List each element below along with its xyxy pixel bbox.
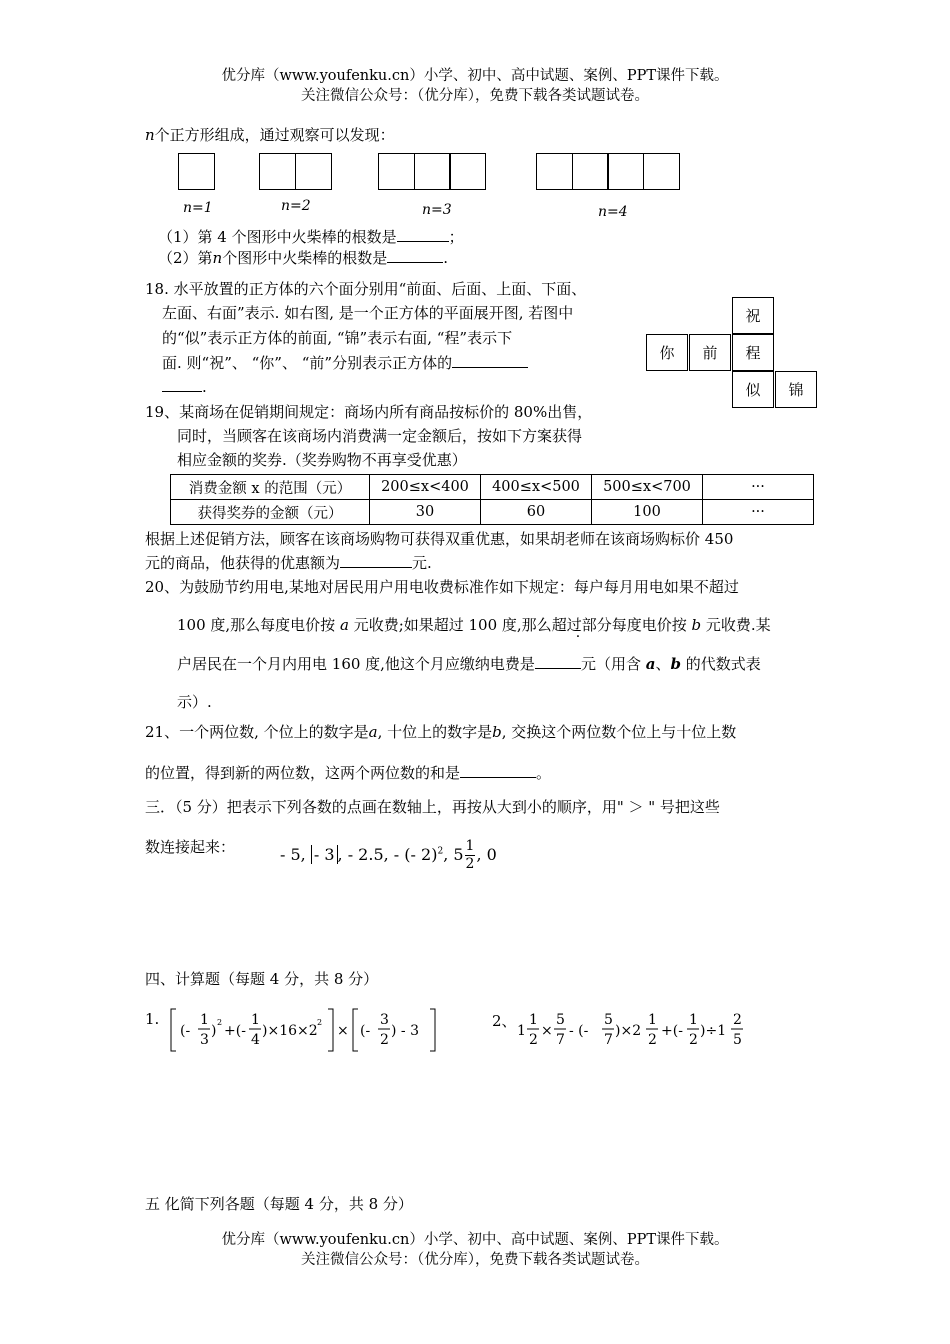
svg-text:2: 2 (317, 1018, 323, 1027)
calc-problem-2-label: 2、 (492, 1012, 517, 1030)
svg-text:2: 2 (529, 1032, 538, 1048)
q18-line1: 18. 水平放置的正方体的六个面分别用“前面、后面、上面、下面、 (145, 280, 587, 298)
q21-line2: 的位置，得到新的两位数，这两个两位数的和是 。 (145, 764, 552, 782)
svg-text:5: 5 (733, 1032, 742, 1048)
svg-text:(-: (- (360, 1023, 371, 1039)
footer-line-2: 关注微信公众号：（优分库），免费下载各类试题试卷。 (301, 1252, 649, 1268)
svg-text:(-: (- (180, 1023, 191, 1039)
q19-after2: 元的商品，他获得的优惠额为 元. (145, 554, 432, 572)
svg-text:): ) (211, 1023, 217, 1039)
svg-text:)÷1: )÷1 (700, 1023, 727, 1039)
svg-text:7: 7 (604, 1032, 613, 1048)
q20-line2: 100 度,那么每度电价按 a 元收费;如果超过 100 度,那么超过部分每度电价按 b 元收费.某 (177, 616, 771, 634)
svg-text:)×16×2: )×16×2 (262, 1023, 318, 1039)
net-cell-zhu: 祝 (732, 297, 774, 334)
calc-problem-1-label: 1. (145, 1010, 160, 1028)
svg-text:7: 7 (556, 1032, 565, 1048)
table-cell: ··· (703, 475, 814, 500)
svg-text:) - 3: ) - 3 (391, 1023, 419, 1039)
table-cell: 200≤x<400 (370, 475, 481, 500)
table-cell: 消费金额 x 的范围（元） (171, 475, 370, 500)
table-cell: 获得奖券的金额（元） (171, 500, 370, 525)
header-line-1: 优分库（www.youfenku.cn）小学、初中、高中试题、案例、PPT课件下载。 (221, 68, 729, 84)
svg-text:1: 1 (200, 1012, 209, 1028)
table-cell: ··· (703, 500, 814, 525)
svg-text:1: 1 (648, 1012, 657, 1028)
q20-line1: 20、为鼓励节约用电,某地对居民用户用电收费标准作如下规定：每户每月用电如果不超过 (145, 578, 739, 596)
q19-line3: 相应金额的奖券.（奖券购物不再享受优惠） (177, 451, 467, 469)
q21-line1: 21、一个两位数, 个位上的数字是a, 十位上的数字是b, 交换这个两位数个位上与十位上数 (145, 723, 737, 741)
q18-line3: 的“似”表示正方体的前面, “锦”表示右面, “程”表示下 (162, 329, 513, 347)
table-cell: 100 (592, 500, 703, 525)
header-line-2: 关注微信公众号：（优分库），免费下载各类试题试卷。 (301, 88, 649, 104)
calc-problem-1 (168, 1003, 443, 1055)
svg-text:3: 3 (380, 1012, 389, 1028)
net-cell-cheng: 程 (732, 334, 774, 371)
svg-text:5: 5 (604, 1012, 613, 1028)
label-n2: n=2 (281, 198, 311, 214)
q18-line4: 面. 则“祝”、 “你”、 “前”分别表示正方体的 (162, 352, 528, 374)
q17-intro: n个正方形组成，通过观察可以发现： (145, 126, 395, 144)
q20-line4: 示）. (177, 693, 212, 711)
svg-text:+(-: +(- (224, 1023, 246, 1039)
svg-text:- (-: - (- (569, 1023, 589, 1039)
label-n3: n=3 (422, 202, 452, 218)
svg-text:1: 1 (517, 1023, 526, 1039)
net-cell-ni: 你 (646, 334, 688, 371)
svg-text:3: 3 (200, 1032, 209, 1048)
svg-text:2: 2 (648, 1032, 657, 1048)
svg-text:2: 2 (380, 1032, 389, 1048)
table-cell: 500≤x<700 (592, 475, 703, 500)
svg-text:2: 2 (689, 1032, 698, 1048)
q18-line5: . (162, 376, 207, 398)
sec3-line1: 三．（5 分）把表示下列各数的点画在数轴上，再按从大到小的顺序，用" ＞ " 号把这些 (145, 798, 720, 816)
label-n1: n=1 (183, 200, 213, 216)
svg-text:×: × (337, 1023, 349, 1039)
q20-line3: 户居民在一个月内用电 160 度,他这个月应缴纳电费是 元（用含 a、b 的代数式表 (177, 655, 761, 673)
figure-n1 (178, 153, 215, 190)
table-cell: 30 (370, 500, 481, 525)
table-row (171, 475, 814, 500)
calc-problem-2 (515, 1005, 775, 1055)
net-cell-si: 似 (732, 371, 774, 408)
figure-n4 (536, 153, 680, 190)
svg-text:2: 2 (733, 1012, 742, 1028)
q19-line2: 同时，当顾客在该商场内消费满一定金额后，按如下方案获得 (177, 427, 583, 445)
sec3-line2: 数连接起来： (145, 838, 236, 856)
q19-line1: 19、某商场在促销期间规定：商场内所有商品按标价的 80%出售， (145, 403, 593, 421)
svg-text:1: 1 (529, 1012, 538, 1028)
svg-text:2: 2 (217, 1018, 223, 1027)
footer-line-1: 优分库（www.youfenku.cn）小学、初中、高中试题、案例、PPT课件下载。 (221, 1232, 729, 1248)
net-cell-qian: 前 (689, 334, 731, 371)
svg-text:1: 1 (251, 1012, 260, 1028)
sec3-expression: - 5, - 3 , - 2.5, - (- 2)$^2$, 5 $\frac{1}{2}$ , 0 (280, 838, 497, 872)
svg-text:1: 1 (689, 1012, 698, 1028)
svg-text:5: 5 (556, 1012, 565, 1028)
net-cell-jin: 锦 (775, 371, 817, 408)
q17-sub2: （2）第n个图形中火柴棒的根数是 . (158, 249, 449, 267)
figure-n3 (378, 153, 486, 190)
svg-text:)×2: )×2 (615, 1023, 642, 1039)
sec4-title: 四、计算题（每题 4 分，共 8 分） (145, 970, 379, 988)
svg-text:×: × (541, 1023, 553, 1039)
table-cell: 60 (481, 500, 592, 525)
q18-line2: 左面、右面”表示. 如右图, 是一个正方体的平面展开图, 若图中 (162, 304, 574, 322)
q17-sub1: （1）第 4 个图形中火柴棒的根数是 ； (158, 228, 464, 246)
table-row (171, 500, 814, 525)
figure-n2 (259, 153, 332, 190)
label-n4: n=4 (598, 204, 628, 220)
coupon-table (170, 474, 814, 525)
q19-after1: 根据上述促销方法，顾客在该商场购物可获得双重优惠，如果胡老师在该商场购标价 450 (145, 530, 734, 548)
table-cell: 400≤x<500 (481, 475, 592, 500)
sec5-title: 五 化简下列各题（每题 4 分，共 8 分） (145, 1195, 413, 1213)
svg-text:4: 4 (251, 1032, 260, 1048)
svg-text:+(-: +(- (661, 1023, 683, 1039)
